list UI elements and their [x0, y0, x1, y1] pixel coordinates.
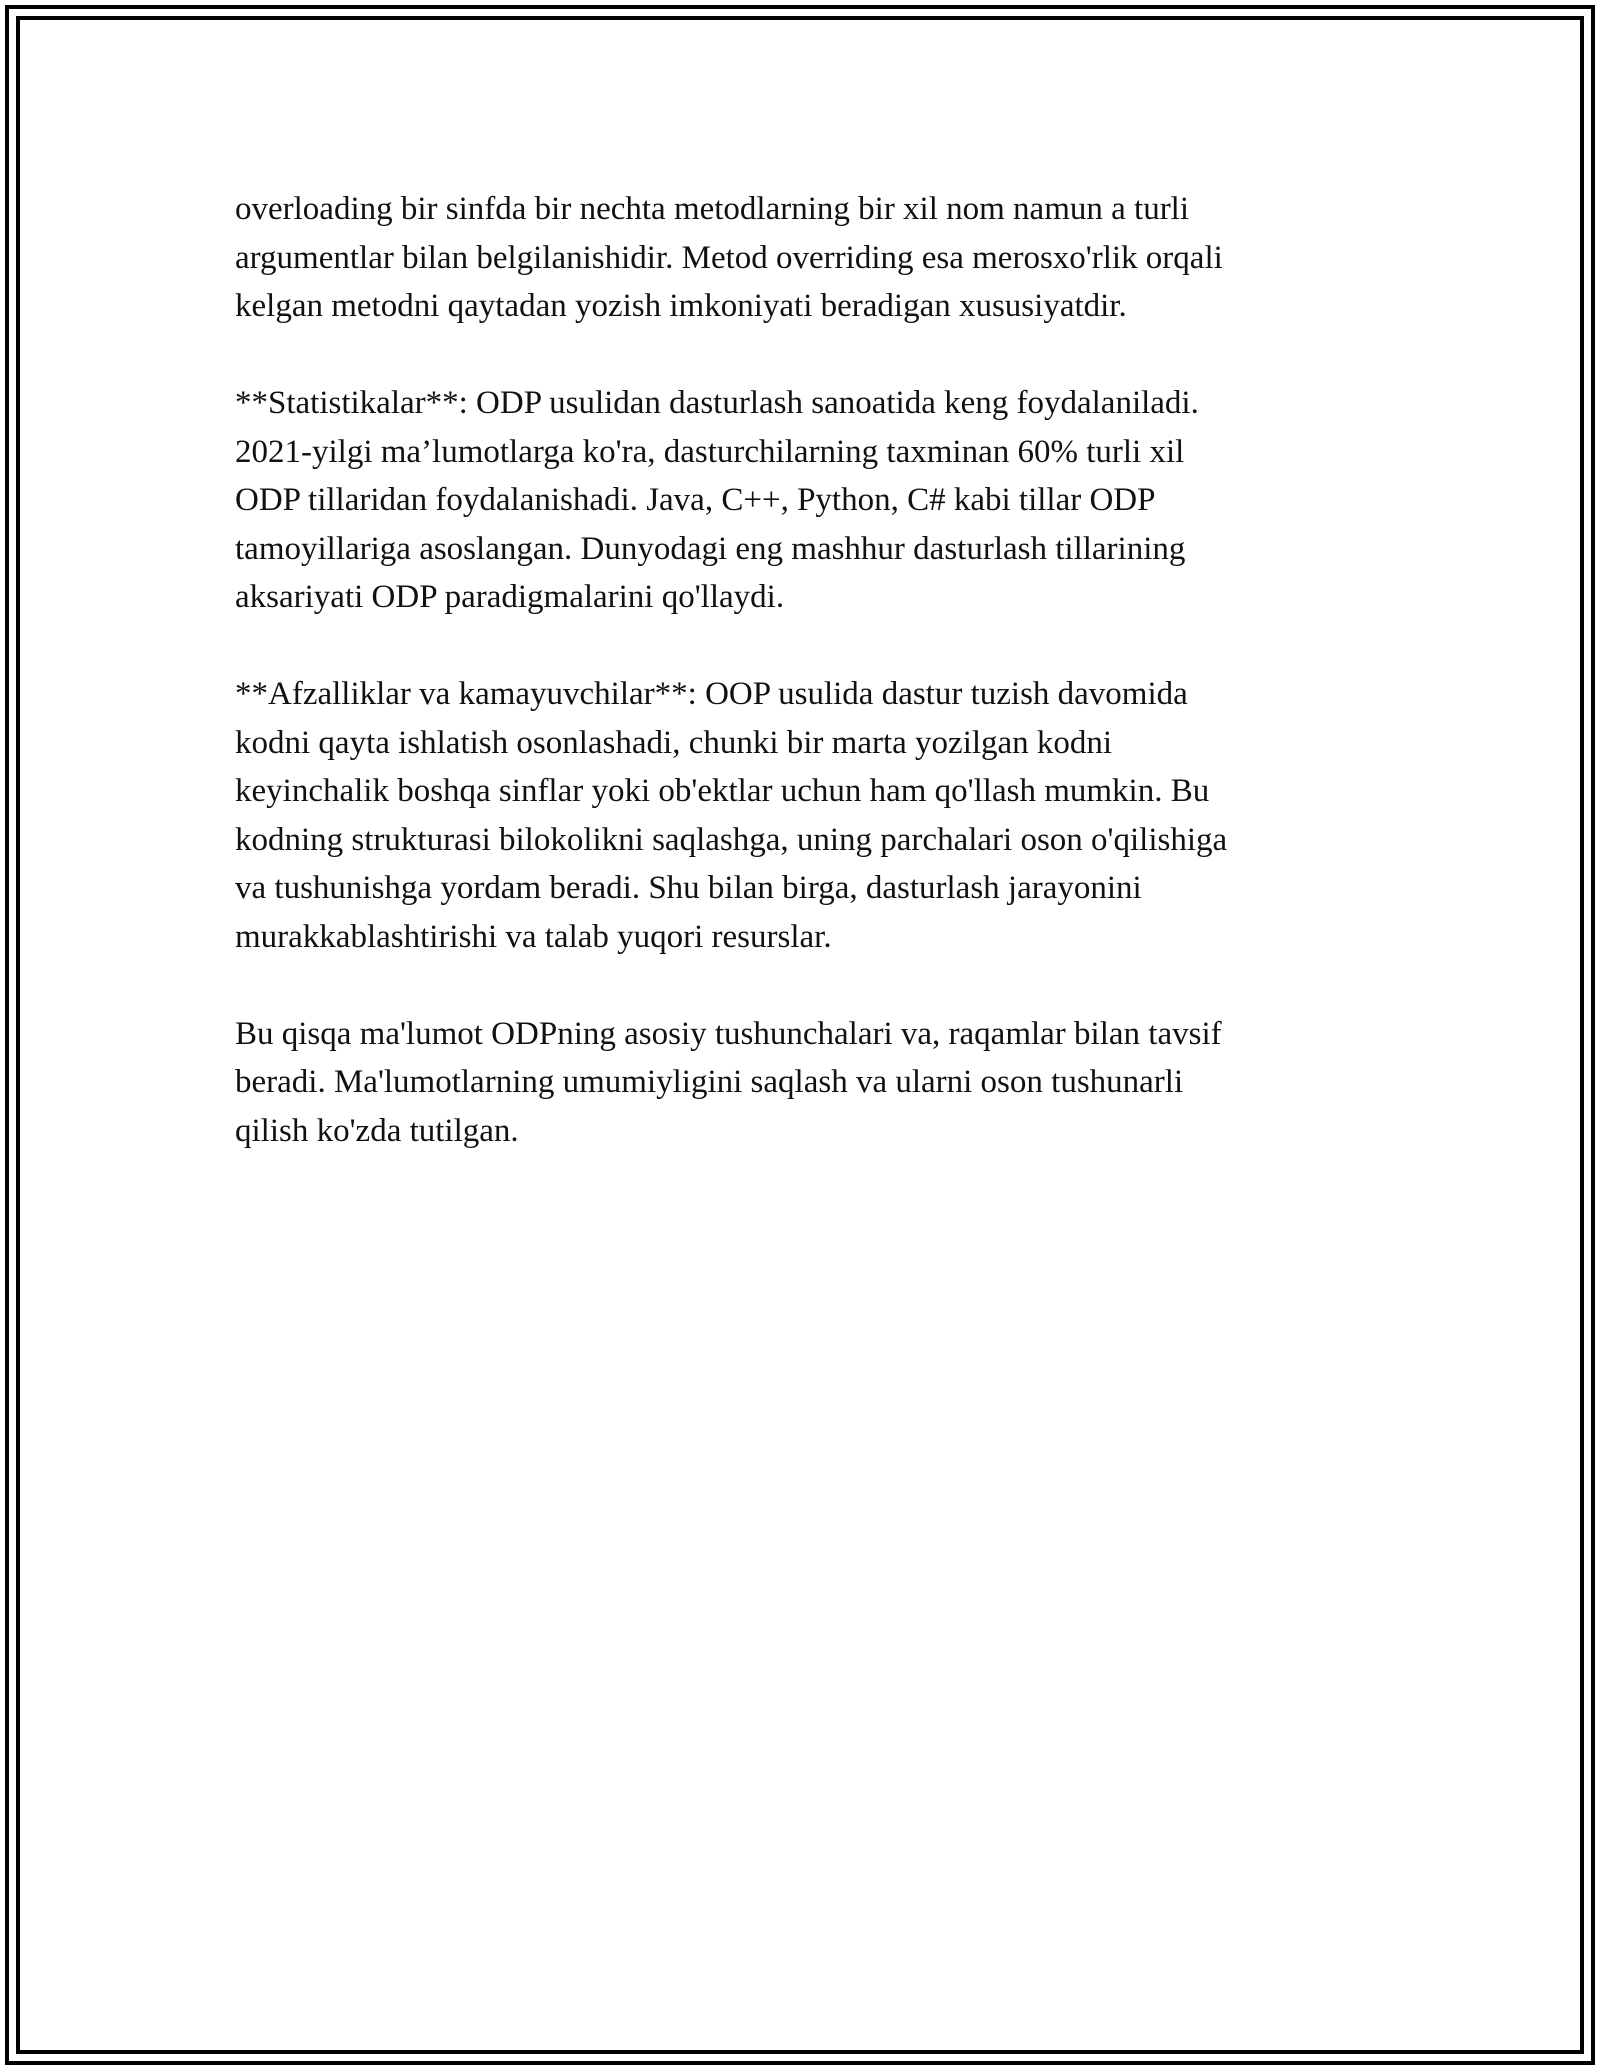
text-line: aksariyati ODP paradigmalarini qo'llaydi. — [235, 579, 785, 615]
text-line: overloading bir sinfda bir nechta metodlarning bir xil nom namun a turli — [235, 191, 1190, 227]
text-line: beradi. Ma'lumotlarning umumiyligini saqlash va ularni oson tushunarli — [235, 1064, 1184, 1100]
paragraph-summary — [235, 1010, 1365, 1156]
text-line: 2021-yilgi ma’lumotlarga ko'ra, dasturchilarning taxminan 60% turli xil — [235, 433, 1185, 470]
text-line: keyinchalik boshqa sinflar yoki ob'ektlar uchun ham qo'llash mumkin. Bu — [235, 773, 1210, 809]
paragraph-overloading — [235, 185, 1365, 331]
paragraph-statistics — [235, 379, 1365, 622]
text-line: murakkablashtirishi va talab yuqori resurslar. — [235, 918, 832, 955]
text-line: **Afzalliklar va kamayuvchilar**: OOP usulida dastur tuzish davomida — [235, 676, 1188, 712]
text-line: ODP tillaridan foydalanishadi. Java, C++, Python, C# kabi tillar ODP — [235, 482, 1156, 518]
document-body — [235, 185, 1365, 1204]
paragraph-advantages — [235, 670, 1365, 961]
text-line: va tushunishga yordam beradi. Shu bilan birga, dasturlash jarayonini — [235, 870, 1142, 906]
text-line: kodning strukturasi bilokolikni saqlashga, uning parchalari oson o'qilishiga — [235, 821, 1228, 858]
text-line: argumentlar bilan belgilanishidir. Metod overriding esa merosxo'rlik orqali — [235, 239, 1223, 276]
text-line: **Statistikalar**: ODP usulidan dasturlash sanoatida keng foydalaniladi. — [235, 385, 1199, 421]
text-line: tamoyillariga asoslangan. Dunyodagi eng mashhur dasturlash tillarining — [235, 530, 1186, 567]
text-line: Bu qisqa ma'lumot ODPning asosiy tushunchalari va, raqamlar bilan tavsif — [235, 1015, 1222, 1052]
text-line: kodni qayta ishlatish osonlashadi, chunki bir marta yozilgan kodni — [235, 724, 1113, 761]
text-line: qilish ko'zda tutilgan. — [235, 1112, 519, 1149]
text-line: kelgan metodni qaytadan yozish imkoniyati beradigan xususiyatdir. — [235, 288, 1127, 324]
